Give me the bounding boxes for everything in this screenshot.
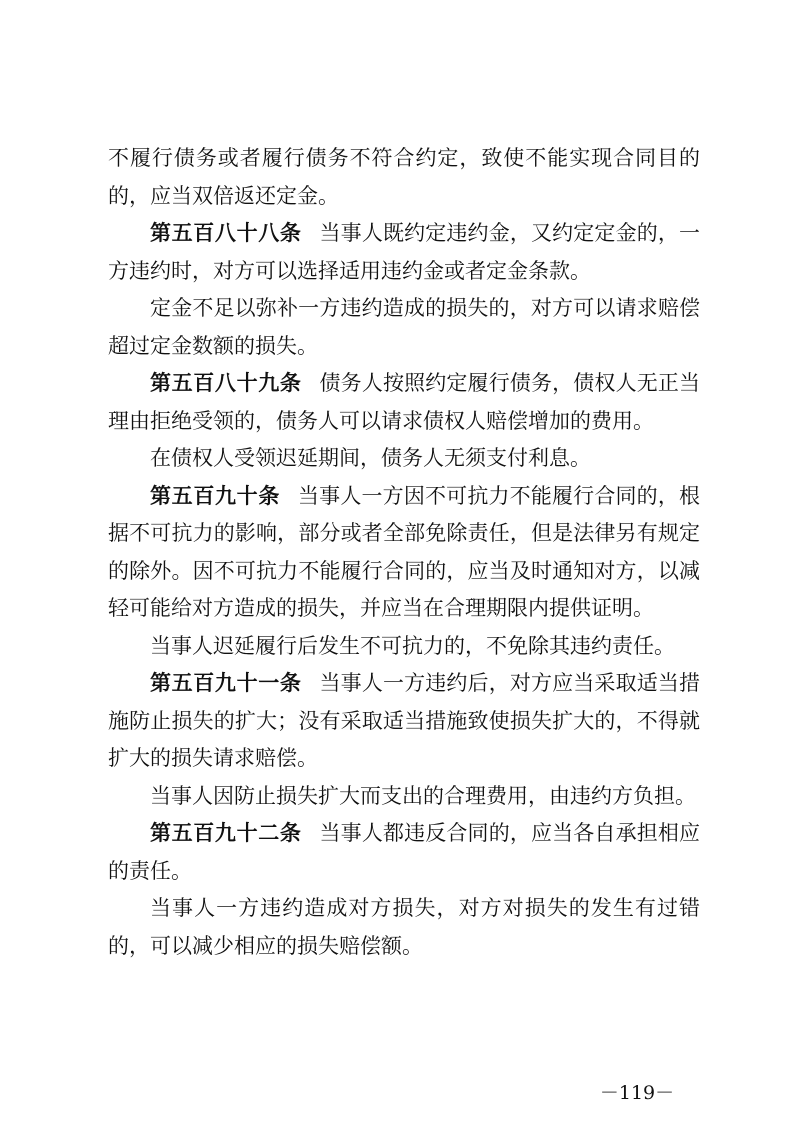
article-title: 第五百八十八条 [150,221,302,245]
paragraph [108,440,700,478]
paragraph [108,778,700,816]
article-588 [108,215,700,290]
paragraph-continuation [108,140,700,215]
article-title: 第五百九十二条 [150,821,302,845]
page-number: －119－ [599,1082,675,1104]
article-589 [108,365,700,440]
article-592 [108,815,700,890]
paragraph-text: 当事人都违反合同的，应当各自承担相应的责任。 [108,821,701,883]
paragraph-text: 债务人按照约定履行债务，债权人无正当理由拒绝受领的，债务人可以请求债权人赔偿增加的费用。 [108,371,701,433]
paragraph-text: 定金不足以弥补一方违约造成的损失的，对方可以请求赔偿超过定金数额的损失。 [108,296,700,358]
paragraph-text: 当事人一方违约后，对方应当采取适当措施防止损失的扩大；没有采取适当措施致使损失扩大的，不得就扩大的损失请求赔偿。 [108,671,701,770]
paragraph-text: 当事人既约定违约金，又约定定金的，一方违约时，对方可以选择适用违约金或者定金条款。 [108,221,701,283]
document-body [108,140,700,965]
paragraph-text: 在债权人受领迟延期间，债务人无须支付利息。 [150,446,591,470]
paragraph-text: 当事人迟延履行后发生不可抗力的，不免除其违约责任。 [150,633,675,658]
article-title: 第五百九十条 [150,483,280,508]
paragraph [108,628,700,666]
paragraph-text: 当事人一方违约造成对方损失，对方对损失的发生有过错的，可以减少相应的损失赔偿额。 [108,896,700,958]
paragraph [108,890,700,965]
article-title: 第五百九十一条 [150,671,302,695]
article-591 [108,665,700,778]
article-title: 第五百八十九条 [150,371,302,395]
article-590 [108,478,700,628]
paragraph-text: 当事人因防止损失扩大而支出的合理费用，由违约方负担。 [150,783,696,808]
paragraph-text: 当事人一方因不可抗力不能履行合同的，根据不可抗力的影响，部分或者全部免除责任，但是法律另有规定的除外。因不可抗力不能履行合同的，应当及时通知对方，以减轻可能给对方造成的损失，并应当在合理期限内提供证明。 [108,483,700,620]
paragraph-text: 不履行债务或者履行债务不符合约定，致使不能实现合同目的的，应当双倍返还定金。 [108,146,700,208]
paragraph [108,290,700,365]
